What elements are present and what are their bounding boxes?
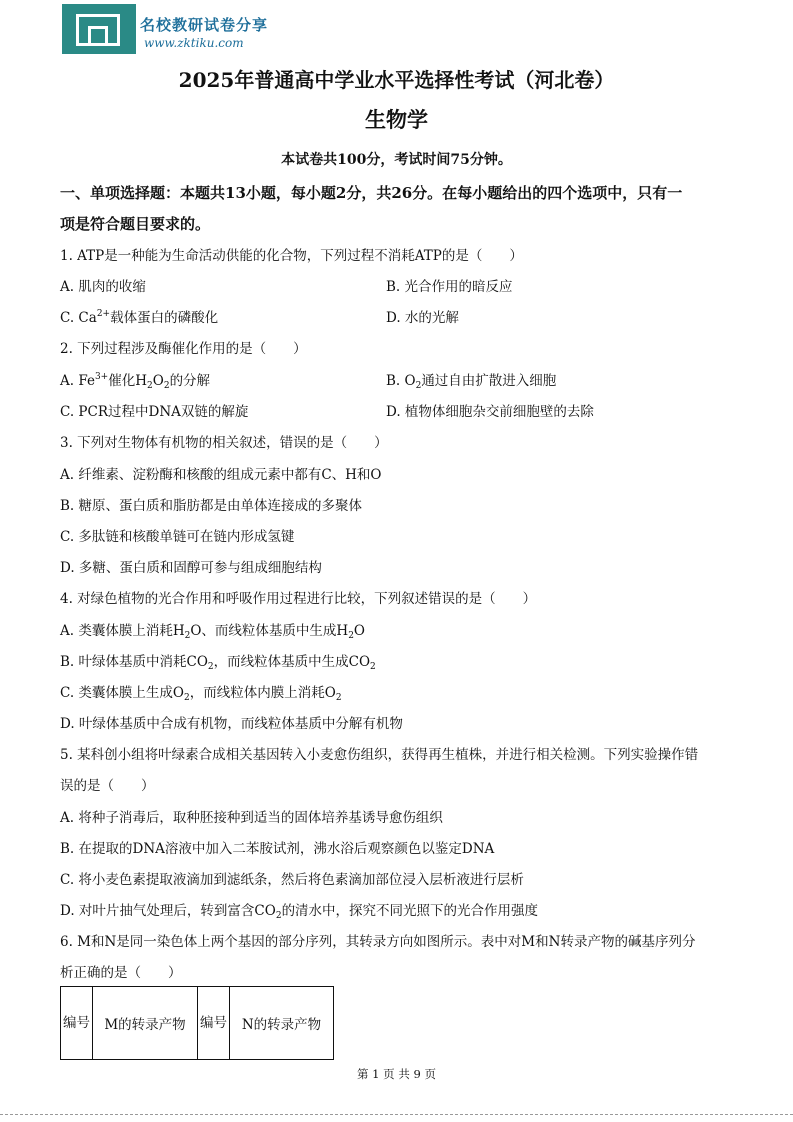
q4-option-c — [60, 681, 342, 701]
q6-stem-line-2: 析正确的是（ ） — [60, 965, 182, 981]
q3-option-d: D. 多糖、蛋白质和固醇可参与组成细胞结构 — [60, 560, 322, 576]
q4-b-sub1: 2 — [207, 662, 214, 672]
q2-a-prefix: A. Fe — [60, 373, 95, 389]
q5-d-suffix: 的清水中，探究不同光照下的光合作用强度 — [281, 903, 539, 919]
q2-option-b — [386, 369, 556, 389]
q4-c-mid: ，而线粒体内膜上消耗O — [189, 685, 336, 701]
q4-c-sub1: 2 — [184, 693, 190, 703]
q1-c-suffix: 载体蛋白的磷酸化 — [110, 310, 219, 326]
q6-answer-table — [60, 986, 334, 1060]
exam-title: 2025年普通高中学业水平选择性考试（河北卷） — [178, 68, 615, 92]
q2-a-sub1: 2 — [147, 381, 153, 391]
q5-option-c: C. 将小麦色素提取液滴加到滤纸条，然后将色素滴加部位浸入层析液进行层析 — [60, 872, 524, 888]
q5-option-d — [60, 899, 538, 919]
section-heading-line-1: 一、单项选择题：本题共13小题，每小题2分，共26分。在每小题给出的四个选项中，只有一 — [60, 184, 683, 202]
q1-option-d: D. 水的光解 — [386, 310, 459, 326]
q2-option-c: C. PCR过程中DNA双链的解旋 — [60, 404, 249, 420]
q4-a-sub1: 2 — [184, 631, 191, 641]
site-logo — [62, 4, 272, 54]
q2-a-mid2: O — [152, 373, 164, 389]
q2-b-prefix: B. O — [386, 373, 416, 389]
q1-c-prefix: C. Ca — [60, 310, 97, 326]
q4-a-sub2: 2 — [348, 631, 354, 641]
q2-b-sub: 2 — [415, 381, 422, 391]
section-heading — [60, 178, 740, 240]
q6-stem-line-1: 6. M和N是同一染色体上两个基因的部分序列，其转录方向如图所示。表中对M和N转录产物的碱基序列分 — [60, 934, 696, 950]
exam-note: 本试卷共100分，考试时间75分钟。 — [281, 152, 512, 168]
table-header-cell: N的转录产物 — [230, 987, 334, 1060]
q5-d-sub: 2 — [275, 911, 282, 921]
q2-option-a — [60, 369, 210, 389]
section-heading-line-2: 项是符合题目要求的。 — [60, 215, 211, 233]
subject-title: 生物学 — [365, 107, 428, 132]
q2-b-suffix: 通过自由扩散进入细胞 — [421, 373, 557, 389]
q3-stem: 3. 下列对生物体有机物的相关叙述，错误的是（ ） — [60, 435, 388, 451]
q4-stem: 4. 对绿色植物的光合作用和呼吸作用过程进行比较，下列叙述错误的是（ ） — [60, 591, 537, 607]
q3-option-a: A. 纤维素、淀粉酶和核酸的组成元素中都有C、H和O — [60, 467, 382, 483]
q4-option-d: D. 叶绿体基质中合成有机物，而线粒体基质中分解有机物 — [60, 716, 403, 732]
page-footer: 第 1 页 共 9 页 — [357, 1067, 436, 1081]
logo-brand-text: 名校教研试卷分享 — [140, 16, 269, 34]
page-bottom-divider — [0, 1114, 793, 1115]
q1-option-b: B. 光合作用的暗反应 — [386, 279, 513, 295]
q1-option-c — [60, 306, 218, 326]
q4-c-sub2: 2 — [335, 693, 342, 703]
school-building-logo-icon — [62, 4, 136, 54]
q2-stem: 2. 下列过程涉及酶催化作用的是（ ） — [60, 341, 307, 357]
q4-b-prefix: B. 叶绿体基质中消耗CO — [60, 654, 208, 670]
q4-option-b — [60, 650, 376, 670]
q4-c-prefix: C. 类囊体膜上生成O — [60, 685, 184, 701]
q1-stem: 1. ATP是一种能为生命活动供能的化合物，下列过程不消耗ATP的是（ ） — [60, 248, 523, 264]
q2-a-sub2: 2 — [163, 381, 170, 391]
q5-d-prefix: D. 对叶片抽气处理后，转到富含CO — [60, 903, 276, 919]
table-header-cell: 编号 — [198, 987, 230, 1060]
q5-option-a: A. 将种子消毒后，取种胚接种到适当的固体培养基诱导愈伤组织 — [60, 810, 443, 826]
q4-a-mid: O、而线粒体基质中生成H — [190, 623, 349, 639]
q5-stem-line-2: 误的是（ ） — [60, 778, 155, 794]
q3-option-b: B. 糖原、蛋白质和脂肪都是由单体连接成的多聚体 — [60, 498, 363, 514]
q2-a-sup: 3+ — [94, 372, 109, 382]
q4-a-prefix: A. 类囊体膜上消耗H — [60, 623, 185, 639]
q2-a-mid: 催化H — [108, 373, 148, 389]
q2-option-d: D. 植物体细胞杂交前细胞壁的去除 — [386, 404, 594, 420]
table-header-cell: 编号 — [61, 987, 93, 1060]
q4-b-mid: ，而线粒体基质中生成CO — [213, 654, 371, 670]
q5-option-b: B. 在提取的DNA溶液中加入二苯胺试剂，沸水浴后观察颜色以鉴定DNA — [60, 841, 495, 857]
q2-a-suffix: 的分解 — [169, 373, 211, 389]
table-header-cell: M的转录产物 — [93, 987, 198, 1060]
logo-url-text: www.zktiku.com — [144, 36, 244, 50]
q4-a-suffix: O — [353, 623, 365, 639]
q4-b-sub2: 2 — [370, 662, 376, 672]
q5-stem-line-1: 5. 某科创小组将叶绿素合成相关基因转入小麦愈伤组织，获得再生植株，并进行相关检测。下列实验操作错 — [60, 747, 699, 763]
q1-c-sup: 2+ — [96, 309, 111, 319]
q3-option-c: C. 多肽链和核酸单链可在链内形成氢键 — [60, 529, 295, 545]
table-row — [61, 987, 334, 1060]
q1-option-a: A. 肌肉的收缩 — [60, 279, 146, 295]
q4-option-a — [60, 619, 365, 639]
